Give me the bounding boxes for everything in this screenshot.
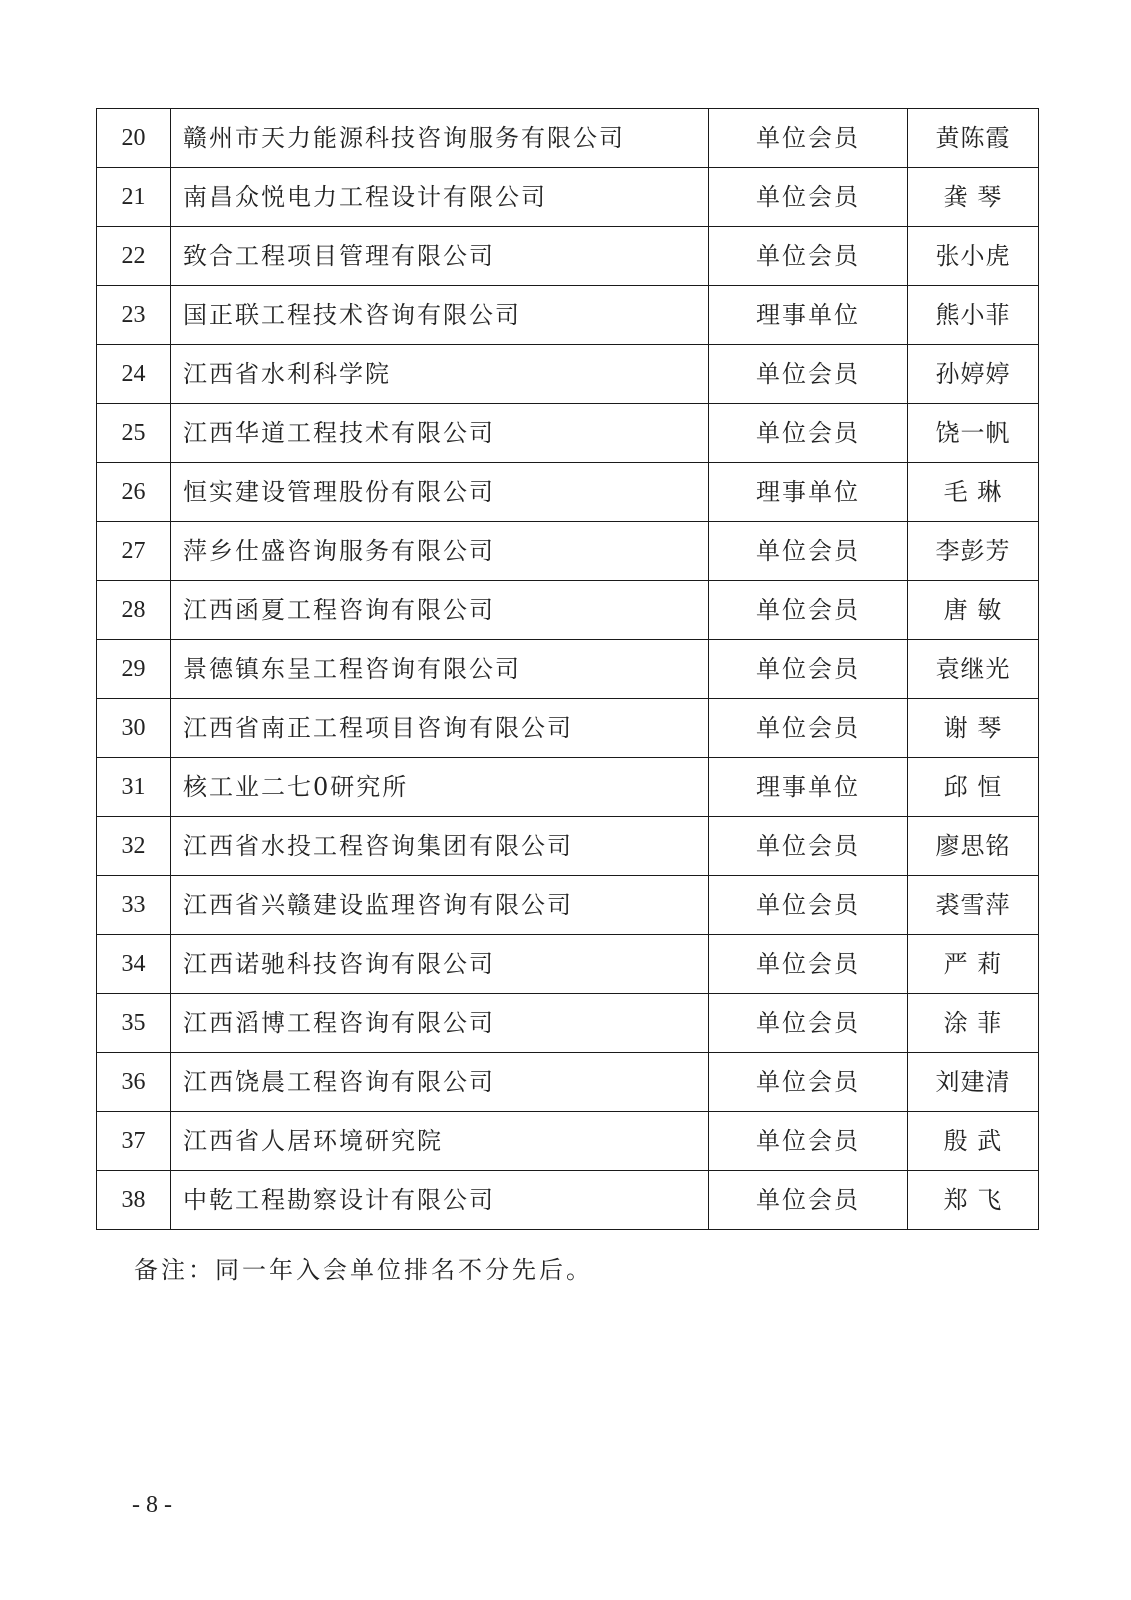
membership-type: 单位会员 <box>709 1112 908 1171</box>
contact-person: 唐 敏 <box>908 581 1039 640</box>
contact-person: 黄陈霞 <box>908 109 1039 168</box>
table-row <box>97 1053 1039 1112</box>
membership-type: 单位会员 <box>709 581 908 640</box>
table-row <box>97 581 1039 640</box>
row-number: 27 <box>97 522 171 581</box>
table-row <box>97 758 1039 817</box>
table-row <box>97 817 1039 876</box>
table-row <box>97 404 1039 463</box>
organization-name: 江西饶晨工程咨询有限公司 <box>171 1053 709 1112</box>
organization-name: 江西省兴赣建设监理咨询有限公司 <box>171 876 709 935</box>
row-number: 22 <box>97 227 171 286</box>
membership-type: 单位会员 <box>709 345 908 404</box>
organization-name: 景德镇东呈工程咨询有限公司 <box>171 640 709 699</box>
contact-person: 毛 琳 <box>908 463 1039 522</box>
row-number: 29 <box>97 640 171 699</box>
membership-type: 理事单位 <box>709 286 908 345</box>
contact-person: 裘雪萍 <box>908 876 1039 935</box>
table-row <box>97 463 1039 522</box>
contact-person: 谢 琴 <box>908 699 1039 758</box>
row-number: 33 <box>97 876 171 935</box>
organization-name: 江西滔博工程咨询有限公司 <box>171 994 709 1053</box>
membership-type: 单位会员 <box>709 227 908 286</box>
row-number: 36 <box>97 1053 171 1112</box>
member-table <box>96 108 1039 1230</box>
row-number: 31 <box>97 758 171 817</box>
row-number: 32 <box>97 817 171 876</box>
membership-type: 单位会员 <box>709 640 908 699</box>
table-row <box>97 522 1039 581</box>
organization-name: 国正联工程技术咨询有限公司 <box>171 286 709 345</box>
row-number: 25 <box>97 404 171 463</box>
membership-type: 单位会员 <box>709 699 908 758</box>
row-number: 21 <box>97 168 171 227</box>
contact-person: 殷 武 <box>908 1112 1039 1171</box>
table-row <box>97 994 1039 1053</box>
row-number: 34 <box>97 935 171 994</box>
row-number: 26 <box>97 463 171 522</box>
contact-person: 刘建清 <box>908 1053 1039 1112</box>
row-number: 38 <box>97 1171 171 1230</box>
organization-name: 赣州市天力能源科技咨询服务有限公司 <box>171 109 709 168</box>
page-number: - 8 - <box>132 1492 172 1518</box>
organization-name: 江西省南正工程项目咨询有限公司 <box>171 699 709 758</box>
row-number: 20 <box>97 109 171 168</box>
table-row <box>97 876 1039 935</box>
organization-name: 江西省人居环境研究院 <box>171 1112 709 1171</box>
contact-person: 饶一帆 <box>908 404 1039 463</box>
membership-type: 单位会员 <box>709 404 908 463</box>
membership-type: 单位会员 <box>709 1053 908 1112</box>
contact-person: 邱 恒 <box>908 758 1039 817</box>
membership-type: 单位会员 <box>709 994 908 1053</box>
contact-person: 严 莉 <box>908 935 1039 994</box>
organization-name: 中乾工程勘察设计有限公司 <box>171 1171 709 1230</box>
row-number: 35 <box>97 994 171 1053</box>
contact-person: 郑 飞 <box>908 1171 1039 1230</box>
table-row <box>97 1171 1039 1230</box>
organization-name: 江西函夏工程咨询有限公司 <box>171 581 709 640</box>
membership-type: 单位会员 <box>709 522 908 581</box>
table-row <box>97 168 1039 227</box>
organization-name: 恒实建设管理股份有限公司 <box>171 463 709 522</box>
table-row <box>97 935 1039 994</box>
footnote: 备注：同一年入会单位排名不分先后。 <box>134 1256 593 1284</box>
contact-person: 袁继光 <box>908 640 1039 699</box>
table-row <box>97 227 1039 286</box>
organization-name: 萍乡仕盛咨询服务有限公司 <box>171 522 709 581</box>
table-row <box>97 345 1039 404</box>
table-row <box>97 286 1039 345</box>
contact-person: 龚 琴 <box>908 168 1039 227</box>
organization-name: 南昌众悦电力工程设计有限公司 <box>171 168 709 227</box>
organization-name: 江西省水利科学院 <box>171 345 709 404</box>
membership-type: 单位会员 <box>709 817 908 876</box>
row-number: 24 <box>97 345 171 404</box>
row-number: 28 <box>97 581 171 640</box>
contact-person: 李彭芳 <box>908 522 1039 581</box>
membership-type: 单位会员 <box>709 109 908 168</box>
contact-person: 廖思铭 <box>908 817 1039 876</box>
contact-person: 孙婷婷 <box>908 345 1039 404</box>
membership-type: 理事单位 <box>709 758 908 817</box>
row-number: 23 <box>97 286 171 345</box>
organization-name: 致合工程项目管理有限公司 <box>171 227 709 286</box>
organization-name: 核工业二七0研究所 <box>171 758 709 817</box>
membership-type: 单位会员 <box>709 168 908 227</box>
organization-name: 江西华道工程技术有限公司 <box>171 404 709 463</box>
membership-type: 单位会员 <box>709 935 908 994</box>
row-number: 30 <box>97 699 171 758</box>
membership-type: 理事单位 <box>709 463 908 522</box>
table-row <box>97 109 1039 168</box>
row-number: 37 <box>97 1112 171 1171</box>
table-row <box>97 1112 1039 1171</box>
member-table-body <box>97 109 1039 1230</box>
contact-person: 张小虎 <box>908 227 1039 286</box>
contact-person: 涂 菲 <box>908 994 1039 1053</box>
membership-type: 单位会员 <box>709 1171 908 1230</box>
membership-type: 单位会员 <box>709 876 908 935</box>
organization-name: 江西省水投工程咨询集团有限公司 <box>171 817 709 876</box>
organization-name: 江西诺驰科技咨询有限公司 <box>171 935 709 994</box>
table-row <box>97 699 1039 758</box>
contact-person: 熊小菲 <box>908 286 1039 345</box>
table-row <box>97 640 1039 699</box>
